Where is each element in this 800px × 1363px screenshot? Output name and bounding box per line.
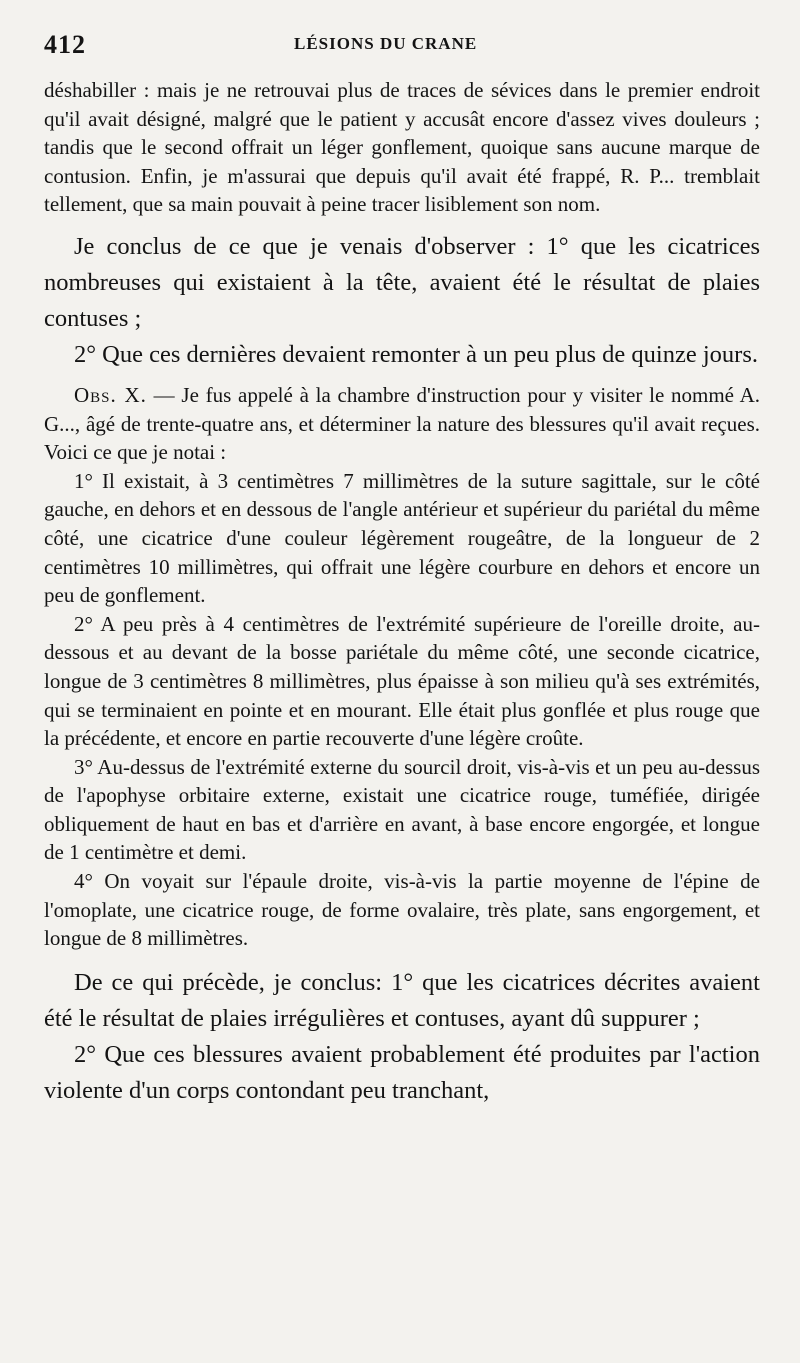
page-header [44, 30, 760, 76]
observation-block [44, 381, 760, 953]
observation-intro [44, 381, 760, 467]
paragraph: déshabiller : mais je ne retrouvai plus de traces de sévices dans le premier endroit qu'il avait désigné, malgré que le patient y accusât encore d'assez vives douleurs ; tandis que le second offrait un léger gonflement, quoique sans aucune marque de contusion. Enfin, je m'assurai que depuis qu'il avait été frappé, R. P... tremblait tellement, que sa main pouvait à peine tracer lisiblement son nom. [44, 78, 760, 217]
paragraph-group-1 [44, 76, 760, 219]
paragraph: 2° A peu près à 4 centimètres de l'extrémité supérieure de l'oreille droite, au-dessous et au devant de la bosse pariétale du même côté, une seconde cicatrice, longue de 3 centimètres 8 millimètres, plus épaisse à son milieu qu'à ses extrémités, qui se terminaient en pointe et en mourant. Elle était plus gonflée et plus rouge que la précédente, et encore en partie recouverte d'une légère croûte. [44, 611, 760, 751]
page-number: 412 [44, 30, 86, 59]
book-page [44, 30, 760, 1109]
paragraph: De ce qui précède, je conclus: 1° que les cicatrices décrites avaient été le résultat de plaies irrégulières et contuses, ayant dû suppurer ; [44, 968, 760, 1032]
paragraph: Je conclus de ce que je venais d'observer : 1° que les cicatrices nombreuses qui existaient à la tête, avaient été le résultat de plaies contuses ; [44, 232, 760, 332]
paragraph: 2° Que ces dernières devaient remonter à un peu plus de quinze jours. [74, 340, 758, 368]
observation-label: Obs. X. [74, 382, 147, 407]
conclusion-block-1 [44, 229, 760, 373]
conclusion-block-2 [44, 965, 760, 1109]
paragraph: 2° Que ces blessures avaient probablement été produites par l'action violente d'un corps contondant peu tranchant, [44, 1040, 760, 1104]
paragraph: 4° On voyait sur l'épaule droite, vis-à-vis la partie moyenne de l'épine de l'omoplate, une cicatrice rouge, de forme ovalaire, très plate, sans engorgement, et longue de 8 millimètres. [44, 869, 760, 951]
paragraph: 1° Il existait, à 3 centimètres 7 millimètres de la suture sagittale, sur le côté gauche, en dehors et en dessous de l'angle antérieur et supérieur du pariétal du même côté, une cicatrice d'une couleur légèrement rougeâtre, de la longueur de 2 centimètres 10 millimètres, qui offrait une légère courbure en dehors et encore un peu de gonflement. [44, 468, 760, 608]
running-title: LÉSIONS DU CRANE [294, 34, 478, 53]
observation-intro-text: — Je fus appelé à la chambre d'instruction pour y visiter le nommé A. G..., âgé de trente-quatre ans, et déterminer la nature des blessures qu'il avait reçues. Voici ce que je notai : [44, 382, 760, 465]
paragraph: 3° Au-dessus de l'extrémité externe du sourcil droit, vis-à-vis et un peu au-dessus de l'apophyse orbitaire externe, existait une cicatrice rouge, tuméfiée, dirigée obliquement de haut en bas et d'arrière en avant, à base encore engorgée, et longue de 1 centimètre et demi. [44, 754, 760, 865]
